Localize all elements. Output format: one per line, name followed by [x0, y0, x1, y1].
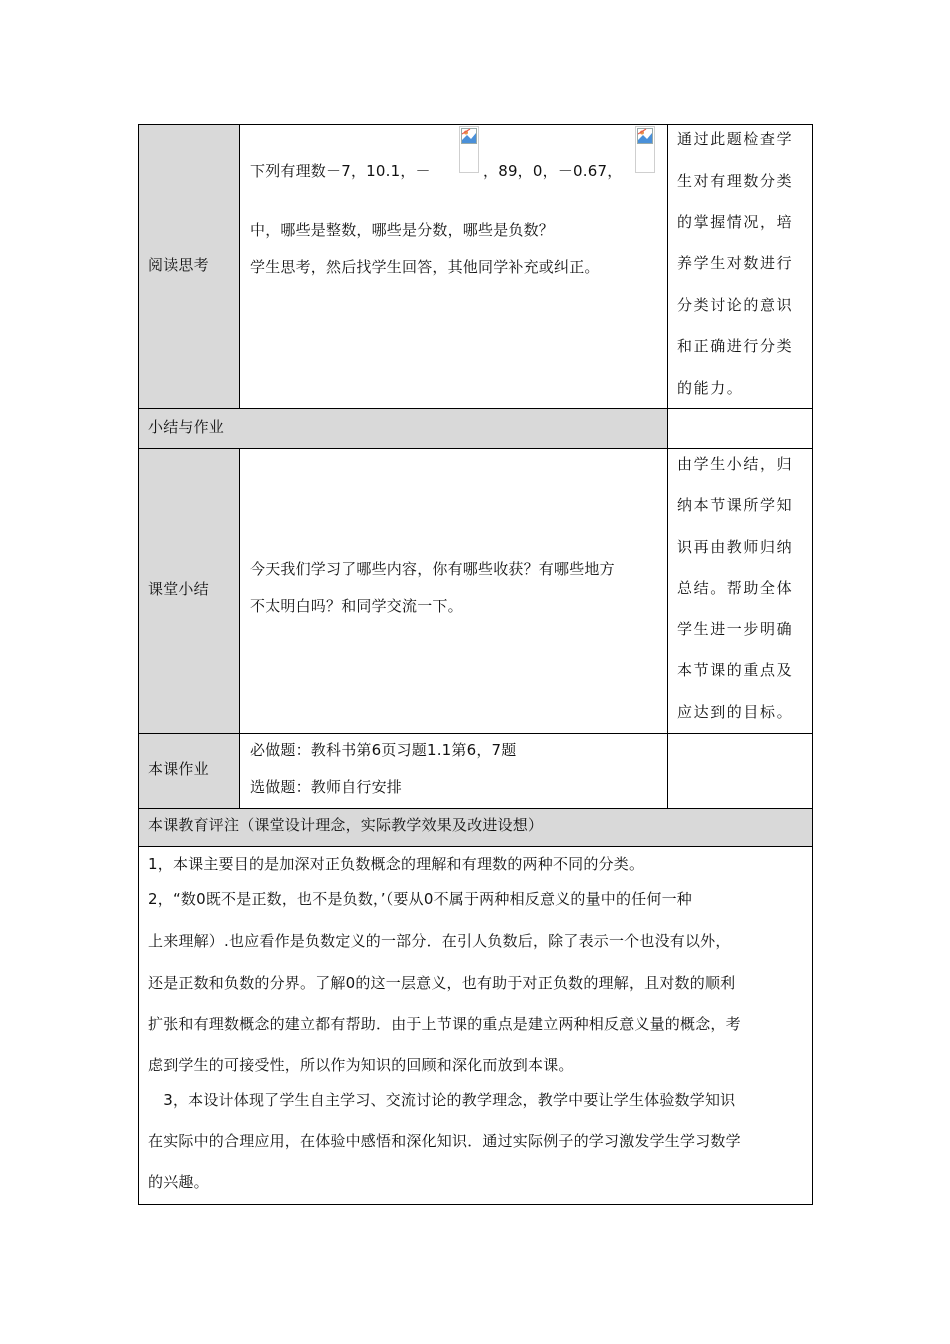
reading-note-line: 分类讨论的意识 — [677, 296, 794, 314]
evaluation-line: 的兴趣。 — [148, 1173, 209, 1191]
reading-note-line: 通过此题检查学 — [677, 130, 794, 148]
broken-image-icon — [459, 126, 479, 173]
table-border — [138, 124, 139, 1205]
summary-header-label: 小结与作业 — [148, 418, 225, 436]
reading-note-line: 的掌握情况，培 — [677, 213, 794, 231]
table-border — [239, 448, 240, 809]
class-summary-note-line: 由学生小结，归 — [677, 455, 794, 473]
class-summary-note-line: 识再由教师归纳 — [677, 538, 794, 556]
class-summary-line1: 今天我们学习了哪些内容，你有哪些收获？有哪些地方 — [250, 560, 615, 578]
class-summary-note-line: 学生进一步明确 — [677, 620, 794, 638]
broken-image-icon — [461, 128, 477, 144]
evaluation-line: 上来理解）.也应看作是负数定义的一部分．在引人负数后，除了表示一个也没有以外， — [148, 932, 731, 950]
reading-note-line: 和正确进行分类 — [677, 337, 794, 355]
evaluation-line: 还是正数和负数的分界。了解0的这一层意义，也有助于对正负数的理解，且对数的顺利 — [148, 974, 736, 992]
class-summary-note-line: 本节课的重点及 — [677, 661, 794, 679]
evaluation-line: 2，“数0既不是正数，也不是负数，’（要从0不属于两种相反意义的量中的任何一种 — [148, 890, 692, 908]
table-border — [138, 1204, 813, 1205]
reading-note-line: 生对有理数分类 — [677, 172, 794, 190]
evaluation-header-label: 本课教育评注（课堂设计理念，实际教学效果及改进设想） — [148, 816, 544, 834]
reading-label: 阅读思考 — [148, 256, 209, 274]
evaluation-line: 虑到学生的可接受性，所以作为知识的回顾和深化而放到本课。 — [148, 1056, 574, 1074]
broken-image-icon — [637, 128, 653, 144]
table-border — [812, 124, 813, 1205]
class-summary-line2: 不太明白吗？和同学交流一下。 — [250, 597, 463, 615]
evaluation-line: 1，本课主要目的是加深对正负数概念的理解和有理数的两种不同的分类。 — [148, 855, 645, 873]
reading-question-line3: 学生思考，然后找学生回答，其他同学补充或纠正。 — [250, 258, 600, 276]
reading-question-part1: 下列有理数－7，10.1，－ — [250, 162, 431, 180]
broken-image-icon — [635, 126, 655, 173]
reading-note-line: 的能力。 — [677, 379, 744, 397]
evaluation-line: 在实际中的合理应用，在体验中感悟和深化知识．通过实际例子的学习激发学生学习数学 — [148, 1132, 741, 1150]
table-border — [138, 846, 813, 847]
table-border — [239, 124, 240, 409]
reading-question-part2: ，89，0，－0.67， — [483, 162, 623, 180]
homework-label: 本课作业 — [148, 760, 209, 778]
reading-question-line2: 中，哪些是整数，哪些是分数，哪些是负数？ — [250, 221, 555, 239]
homework-required: 必做题：教科书第6页习题1.1第6，7题 — [250, 741, 517, 759]
class-summary-label: 课堂小结 — [148, 580, 209, 598]
evaluation-line: 3，本设计体现了学生自主学习、交流讨论的教学理念，教学中要让学生体验数学知识 — [148, 1091, 736, 1109]
class-summary-note-line: 纳本节课所学知 — [677, 496, 794, 514]
class-summary-note-line: 总结。帮助全体 — [677, 579, 794, 597]
evaluation-line: 扩张和有理数概念的建立都有帮助．由于上节课的重点是建立两种相反意义量的概念，考 — [148, 1015, 741, 1033]
reading-note-line: 养学生对数进行 — [677, 254, 794, 272]
class-summary-note-line: 应达到的目标。 — [677, 703, 794, 721]
table-border — [667, 124, 668, 809]
homework-optional: 选做题：教师自行安排 — [250, 778, 403, 796]
